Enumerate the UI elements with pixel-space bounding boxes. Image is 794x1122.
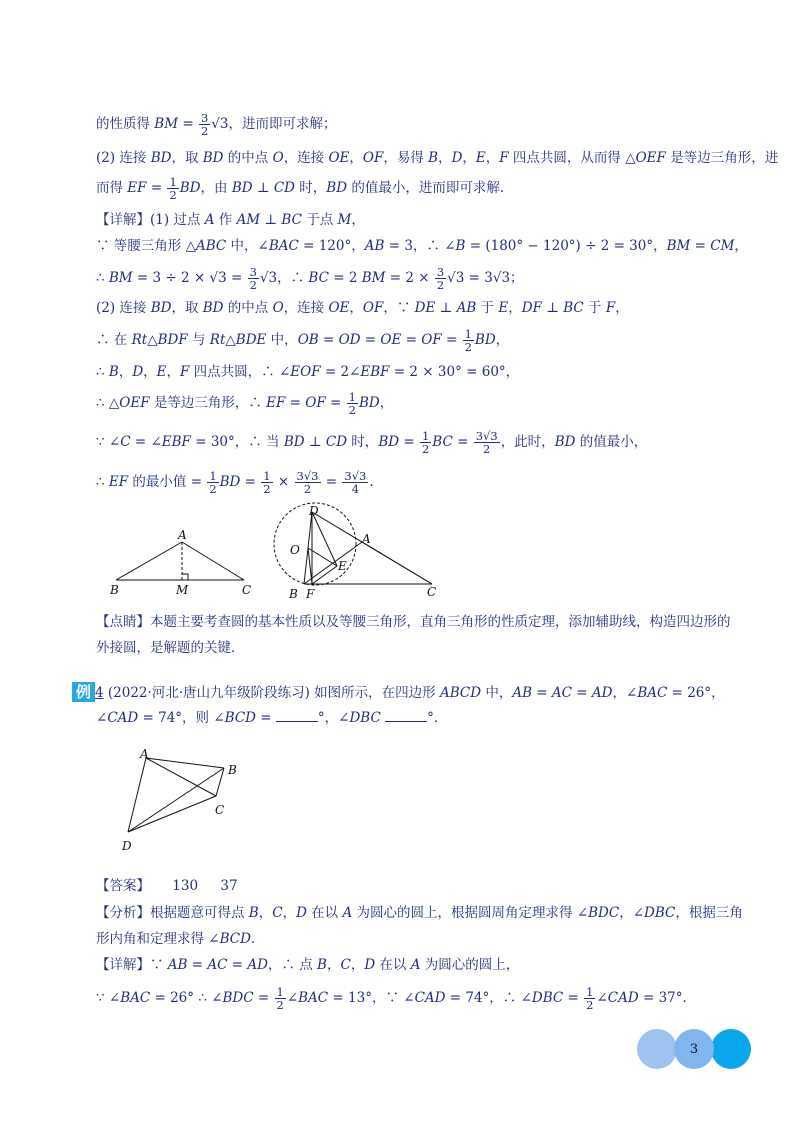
text-line: 的性质得 BM = $\frac{3}{2}$ √3，进而即可求解； bbox=[96, 111, 337, 138]
fig2-label-A: A bbox=[362, 532, 371, 546]
text-line: 而得 EF = $\frac{1}{2}$ BD，由 BD ⊥ CD 时，BD 的值最小，进而即可求解． bbox=[96, 175, 514, 202]
text-line: ∴ B，D，E，F 四点共圆，∴ ∠EOF = 2∠EBF = 2 × 30° = 60°， bbox=[96, 364, 520, 380]
figure-circle-triangle bbox=[262, 502, 452, 602]
figure-isosceles-triangle bbox=[108, 528, 258, 600]
text-line: (2) 连接 BD，取 BD 的中点 O，连接 OE，OF，∵ DE ⊥ AB 于 E，DF ⊥ BC 于 F， bbox=[96, 300, 629, 316]
detail-heading: 【详解】(1) 过点 A 作 AM ⊥ BC 于点 M， bbox=[96, 212, 365, 228]
answer-tag: 【答案】 bbox=[96, 878, 150, 894]
example-number: 4 bbox=[95, 685, 104, 701]
answer-line bbox=[96, 876, 238, 896]
page-decor-circle bbox=[637, 1029, 677, 1069]
fig3-label-B: B bbox=[228, 763, 237, 777]
answer-1: 130 bbox=[172, 878, 199, 894]
text-line: ∵ 等腰三角形 △ABC 中，∠BAC = 120°，AB = 3，∴ ∠B = (180° − 120°) ÷ 2 = 30°，BM = CM， bbox=[96, 238, 748, 254]
text-line: ∴ BM = 3 ÷ 2 × √3 = $\frac{3}{2}$ √3，∴ BC = 2 BM = 2 × $\frac{3}{2}$ √3 = 3√3； bbox=[96, 265, 524, 292]
detail-tag: 【详解】 bbox=[96, 212, 150, 228]
example-label: 例 bbox=[72, 682, 95, 702]
text-line: ∴ 在 Rt△BDF 与 Rt△BDE 中，OB = OD = OE = OF = $\frac{1}{2}$ BD， bbox=[96, 327, 510, 354]
fig2-label-B: B bbox=[289, 587, 298, 601]
text-line: ∴ △OEF 是等边三角形，∴ EF = OF = $\frac{1}{2}$ BD， bbox=[96, 390, 394, 417]
fig3-label-A: A bbox=[140, 747, 149, 761]
solution-tag: 【详解】 bbox=[96, 957, 150, 973]
page-number: 3 bbox=[674, 1029, 714, 1069]
example-line2: ∠CAD = 74°，则 ∠BCD = °，∠DBC °． bbox=[96, 710, 448, 726]
fig2-label-C: C bbox=[427, 585, 437, 599]
fig1-label-M: M bbox=[176, 583, 189, 597]
fig2-label-F: F bbox=[306, 587, 315, 601]
dianjing-tag: 【点睛】 bbox=[96, 614, 150, 630]
example-line1: 例 4 (2022·河北·唐山九年级阶段练习) 如图所示，在四边形 ABCD 中，AB = AC = AD，∠BAC = 26°， bbox=[72, 682, 725, 703]
fig3-label-D: D bbox=[122, 839, 132, 853]
solution-line2: ∵ ∠BAC = 26° ∴ ∠BDC = $\frac{1}{2}$ ∠BAC = 13°，∵ ∠CAD = 74°，∴ ∠DBC = $\frac{1}{2}$ ∠CAD = 37°． bbox=[96, 985, 697, 1012]
fig3-label-C: C bbox=[215, 803, 225, 817]
fig2-label-O: O bbox=[290, 543, 300, 557]
text-line: (2) 连接 BD，取 BD 的中点 O，连接 OE，OF，易得 B，D，E，F 四点共圆，从而得 △OEF 是等边三角形，进 bbox=[96, 150, 779, 166]
text-line: ∵ ∠C = ∠EBF = 30°，∴ 当 BD ⊥ CD 时，BD = $\frac{1}{2}$ BC = $\frac{3√3}{2}$ ，此时，BD 的值最小， bbox=[96, 429, 648, 456]
figure-quadrilateral bbox=[116, 746, 246, 856]
page-decor-circle bbox=[711, 1029, 751, 1069]
fig2-label-E: E bbox=[338, 559, 347, 573]
dianjing-line1: 【点睛】本题主要考查圆的基本性质以及等腰三角形，直角三角形的性质定理，添加辅助线，构造四边形的 bbox=[96, 614, 731, 630]
fig1-label-B: B bbox=[110, 583, 119, 597]
analysis-tag: 【分析】 bbox=[96, 905, 150, 921]
fig1-label-A: A bbox=[178, 528, 187, 542]
answer-blank-1[interactable] bbox=[276, 709, 318, 722]
fig1-label-C: C bbox=[242, 583, 252, 597]
solution-line1: 【详解】∵ AB = AC = AD，∴ 点 B，C，D 在以 A 为圆心的圆上， bbox=[96, 957, 520, 973]
text-line: ∴ EF 的最小值 = $\frac{1}{2}$ BD = $\frac{1}{2}$ × $\frac{3√3}{2}$ = $\frac{3√3}{4}$ ． bbox=[96, 469, 383, 496]
analysis-line1: 【分析】根据题意可得点 B，C，D 在以 A 为圆心的圆上，根据圆周角定理求得 ∠BDC，∠DBC，根据三角 bbox=[96, 905, 743, 921]
fig2-label-D: D bbox=[309, 504, 319, 518]
analysis-line2: 形内角和定理求得 ∠BCD． bbox=[96, 931, 265, 947]
dianjing-line2: 外接圆，是解题的关键． bbox=[96, 640, 245, 656]
answer-2: 37 bbox=[220, 878, 238, 894]
answer-blank-2[interactable] bbox=[385, 709, 427, 722]
